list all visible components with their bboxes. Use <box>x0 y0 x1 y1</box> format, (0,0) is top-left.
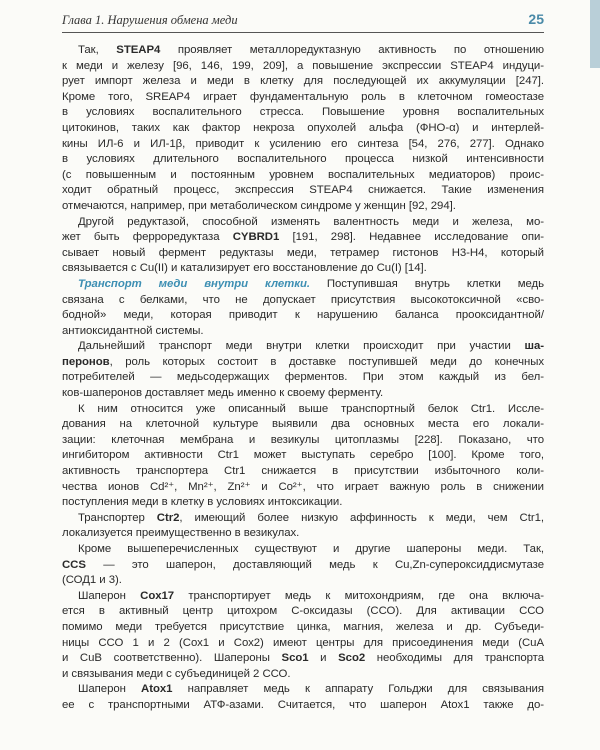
text-line: ницы ССО 1 и 2 (Сох1 и Сох2) имеют центры для присоединения меди (CuA <box>62 636 544 649</box>
term-atox1: Atox1 <box>141 683 173 696</box>
term-cox17: Cox17 <box>140 589 175 602</box>
body-text <box>62 43 544 714</box>
term-sco2: Sco2 <box>338 652 366 665</box>
paragraph <box>62 277 544 339</box>
text-line: локализуется преимущественно в везикулах. <box>62 527 300 540</box>
chapter-edge-tab <box>590 0 600 68</box>
text-line: дования на клеточной культуре выявили два основных места его локали- <box>62 418 544 431</box>
paragraph <box>62 215 544 277</box>
text-line: (с повышенным и постоянным уровнем воспалительных медиаторов) проис- <box>62 168 544 181</box>
text-line: к меди и железу [96, 146, 199, 209], а повышение экспрессии STEAP4 индуци- <box>62 59 544 72</box>
text-line: рует импорт железа и меди в клетку для последующей их аккумуляции [247]. <box>62 75 544 88</box>
text-line: Кроме того, SREAP4 играет фундаментальную роль в клеточном гомеостазе <box>62 90 544 103</box>
text-line: отмечаются, например, при метаболическом синдроме у женщин [92, 294]. <box>62 199 456 212</box>
text-line: бодной» меди, которая приводит к нарушению баланса прооксидантной/ <box>62 309 544 322</box>
text-line: ется в активный центр цитохром С-оксидазы (ССО). Для активации ССО <box>62 605 544 618</box>
text-line: зации: клеточная мембрана и везикулы цитоплазмы [228]. Показано, что <box>62 433 544 446</box>
text-line: перонов, роль которых состоит в доставке поступившей меди до конечных <box>62 355 544 368</box>
running-header <box>62 10 544 33</box>
text-line: CCS — это шаперон, доставляющий медь к Cu,Zn-супероксиддисмутазе <box>62 558 544 571</box>
text-line: в условиях воспалительного стресса. Повышение уровня воспалительных <box>62 106 544 119</box>
term-ccs: CCS <box>62 558 86 571</box>
term-sco1: Sco1 <box>281 652 309 665</box>
text-line: ее с транспортными АТФ-азами. Считается, что шаперон Atox1 также до- <box>62 698 544 711</box>
text-line: ков-шаперонов доставляет медь именно к своему ферменту. <box>62 387 384 400</box>
text-line: помимо меди требуется присутствие цинка, магния, железа и др. Субъеди- <box>62 620 544 633</box>
text-line: кины ИЛ-6 и ИЛ-1β, приводит к усилению его синтеза [54, 276, 277]. Однако <box>62 137 544 150</box>
text-line: связывается с Cu(II) и катализирует его восстановление до Cu(I) [14]. <box>62 262 427 275</box>
page-number: 25 <box>528 11 544 27</box>
text-line: активность транспортера Ctr1 снижается в присутствии избыточного коли- <box>62 465 544 478</box>
text-line: Дальнейший транспорт меди внутри клетки происходит при участии ша- <box>78 340 544 353</box>
text-line: ходит обратный процесс, экспрессия STEAP4 снижается. Такие изменения <box>62 184 544 197</box>
paragraph <box>62 402 544 511</box>
term-chaperones-cont: перонов <box>62 355 110 368</box>
section-heading: Транспорт меди внутри клетки. <box>78 277 310 290</box>
text-line: Шаперон Atox1 направляет медь к аппарату Гольджи для связывания <box>78 683 544 696</box>
text-line: Так, STEAP4 проявляет металлоредуктазную активность по отношению <box>78 44 545 56</box>
term-chaperones: ша- <box>524 340 544 353</box>
text-line: антиоксидантной системы. <box>62 324 204 337</box>
text-line: Транспорт меди внутри клетки. Поступившая внутрь клетки медь <box>78 277 544 290</box>
paragraph <box>62 339 544 401</box>
paragraph <box>62 542 544 589</box>
term-cybrd1: CYBRD1 <box>232 231 280 244</box>
text-line: К ним относится уже описанный выше транспортный белок Ctr1. Иссле- <box>78 402 544 415</box>
paragraph <box>62 511 544 542</box>
text-line: Другой редуктазой, способной изменять валентность меди и железа, мо- <box>78 215 544 228</box>
term-ctr2: Ctr2 <box>156 511 180 524</box>
text-line: поступления меди в клетку в условиях интоксикации. <box>62 496 343 509</box>
text-line: сывает новый фермент редуктазы меди, тетрамер гистонов Н3-Н4, который <box>62 246 544 259</box>
paragraph <box>62 589 544 683</box>
text-line: (СОД1 и 3). <box>62 574 122 587</box>
text-line: и связывания меди с субъединицей 2 ССО. <box>62 667 291 680</box>
text-line: Транспортер Ctr2, имеющий более низкую аффинность к меди, чем Ctr1, <box>78 511 544 524</box>
text-line: и CuB соответственно). Шапероны Sco1 и Sco2 необходимы для транспорта <box>62 652 544 665</box>
text-line: связана с белками, что не допускает присутствия высокотоксичной «сво- <box>62 293 544 306</box>
text-line: цитокинов, таких как фактор некроза опухолей альфа (ФНО-α) и интерлей- <box>62 121 544 134</box>
paragraph <box>62 43 544 215</box>
text-line: ингибитором активности Ctr1 может выступать серебро [100]. Кроме того, <box>62 449 544 462</box>
text-line: жет быть ферроредуктаза CYBRD1 [191, 298]. Недавнее исследование опи- <box>62 231 545 244</box>
text-line: Кроме вышеперечисленных существуют и другие шапероны меди. Так, <box>78 543 544 555</box>
text-line: в условиях длительного воспалительного процесса низкой интенсивности <box>62 153 544 166</box>
chapter-title: Глава 1. Нарушения обмена меди <box>62 13 238 27</box>
text-line: потребителей — медьсодержащих ферментов. При этом каждый из бел- <box>62 371 544 384</box>
text-line: чества ионов Cd²⁺, Mn²⁺, Zn²⁺ и Co²⁺, что играет важную роль в снижении <box>62 480 544 493</box>
term-steap4: STEAP4 <box>116 44 161 56</box>
paragraph <box>62 682 544 713</box>
text-line: Шаперон Cox17 транспортирует медь к митохондриям, где она включа- <box>78 589 544 602</box>
